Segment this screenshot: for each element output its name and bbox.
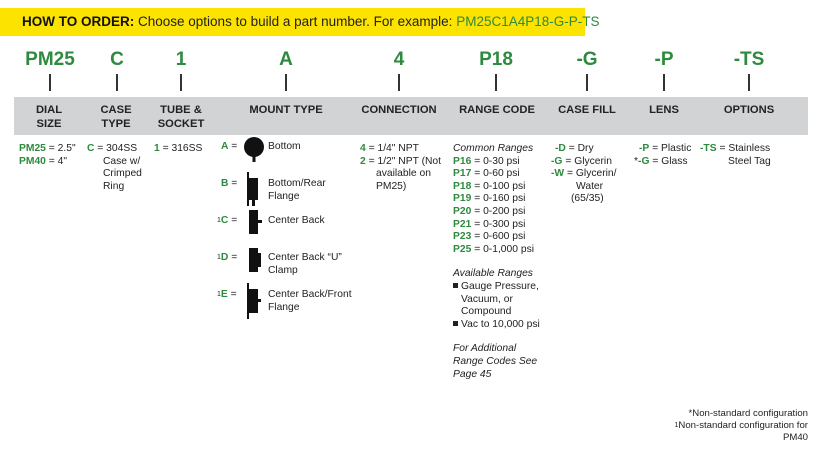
tick-mark bbox=[49, 74, 51, 91]
mount-label-a: Bottom bbox=[268, 141, 301, 152]
options-list: -TS = Stainless Steel Tag bbox=[700, 143, 771, 167]
mount-label-c: Center Back bbox=[268, 215, 325, 226]
case-fill-list: -D = Dry -G = Glycerin -W = Glycerin/ Water (65/35) bbox=[551, 143, 617, 205]
tick-mark bbox=[495, 74, 497, 91]
mount-code-c: $^1$C = bbox=[217, 215, 238, 226]
case-type-list: C = 304SS Case w/ Crimped Ring bbox=[87, 143, 142, 192]
connection-list: 4 = 1/4" NPT 2 = 1/2" NPT (Not available on PM25) bbox=[360, 143, 442, 192]
connection-item: 2 = 1/2" NPT (Not bbox=[360, 155, 442, 167]
code-options: -TS bbox=[733, 49, 765, 70]
available-ranges-title: Available Ranges bbox=[453, 268, 533, 280]
header-range-code: RANGE CODE bbox=[459, 104, 535, 116]
header-connection: CONNECTION bbox=[361, 104, 437, 116]
mount-label-b: Bottom/Rear Flange bbox=[268, 178, 326, 202]
tube-socket-list: 1 = 316SS bbox=[154, 143, 203, 154]
mount-label-d: Center Back “U” Clamp bbox=[268, 252, 342, 276]
range-item: P25 = 0-1,000 psi bbox=[453, 243, 535, 255]
range-item: P20 = 0-200 psi bbox=[453, 205, 526, 217]
range-item: P16 = 0-30 psi bbox=[453, 155, 520, 167]
mount-code-e: $^1$E = bbox=[217, 289, 237, 300]
bottom-rear-flange-icon bbox=[245, 172, 263, 206]
bottom-mount-icon bbox=[243, 136, 265, 162]
connection-item: 4 = 1/4" NPT bbox=[360, 143, 419, 154]
mount-code-d: $^1$D = bbox=[217, 252, 238, 263]
lens-item: -P = Plastic bbox=[639, 143, 692, 154]
range-item: P21 = 0-300 psi bbox=[453, 218, 526, 230]
bullet-icon bbox=[453, 283, 458, 288]
tick-mark bbox=[586, 74, 588, 91]
lens-list bbox=[634, 143, 691, 168]
tick-mark bbox=[398, 74, 400, 91]
code-tube-socket: 1 bbox=[175, 49, 187, 70]
center-back-u-clamp-icon bbox=[245, 244, 263, 276]
header-case-fill: CASE FILL bbox=[558, 104, 616, 116]
header-mount-type: MOUNT TYPE bbox=[249, 104, 323, 116]
code-dial-size: PM25 bbox=[25, 49, 75, 70]
banner-text: Choose options to build a part number. For example: bbox=[134, 14, 457, 29]
lens-item: *-G = Glass bbox=[634, 155, 688, 167]
center-back-icon bbox=[245, 206, 263, 238]
how-to-order-banner bbox=[0, 8, 600, 36]
tick-mark bbox=[116, 74, 118, 91]
range-item: P23 = 0-600 psi bbox=[453, 231, 526, 243]
mount-label-e: Center Back/Front Flange bbox=[268, 289, 352, 313]
header-dial-size: DIAL SIZE bbox=[35, 104, 63, 130]
footnote-non-standard: *Non-standard configuration bbox=[688, 408, 808, 419]
code-mount-type: A bbox=[279, 49, 293, 70]
range-item: P18 = 0-100 psi bbox=[453, 180, 526, 192]
header-lens: LENS bbox=[649, 104, 679, 116]
range-item: P19 = 0-160 psi bbox=[453, 193, 526, 205]
header-options: OPTIONS bbox=[723, 104, 775, 116]
banner-example: PM25C1A4P18-G-P-TS bbox=[456, 14, 600, 29]
dial-size-item: PM40 = 4" bbox=[19, 155, 68, 167]
range-code-list: Common Ranges P16 = 0-30 psi P17 = 0-60 psi P18 = 0-100 psi P19 = 0-160 psi P20 = 0-200 psi P21 = 0-300 psi P23 = 0-600 psi P25 = 0-1,000 psi Available Ranges Gauge Pressure, Vacuum, or Compound Vac to 10,000 psi For Additional Range Codes See Page 45 bbox=[453, 143, 540, 380]
header-tube-socket: TUBE & SOCKET bbox=[157, 104, 205, 130]
footnote-pm40: PM40 bbox=[782, 432, 808, 443]
code-lens: -P bbox=[654, 49, 674, 70]
dial-size-list bbox=[19, 143, 76, 168]
additional-ranges-note: For Additional Range Codes See Page 45 bbox=[453, 343, 538, 380]
case-fill-item: -D = Dry bbox=[555, 143, 594, 154]
center-back-front-flange-icon bbox=[245, 283, 263, 319]
banner-heading: HOW TO ORDER: bbox=[22, 14, 135, 29]
dial-size-item: PM25 = 2.5" bbox=[19, 143, 76, 154]
code-connection: 4 bbox=[393, 49, 405, 70]
mount-code-b: B = bbox=[221, 178, 238, 189]
code-case-fill: -G bbox=[576, 49, 598, 70]
tick-mark bbox=[748, 74, 750, 91]
tick-mark bbox=[285, 74, 287, 91]
mount-code-a: A = bbox=[221, 141, 238, 152]
range-item: P17 = 0-60 psi bbox=[453, 168, 520, 180]
case-fill-item: -W = Glycerin/ bbox=[551, 168, 617, 180]
common-ranges-title: Common Ranges bbox=[453, 143, 534, 154]
footnote-non-standard-pm40: $^1$Non-standard configuration for bbox=[674, 420, 808, 431]
code-range: P18 bbox=[479, 49, 513, 70]
case-fill-item: -G = Glycerin bbox=[551, 155, 612, 167]
code-case-type: C bbox=[110, 49, 124, 70]
header-case-type: CASE TYPE bbox=[100, 104, 132, 130]
tick-mark bbox=[663, 74, 665, 91]
bullet-icon bbox=[453, 321, 458, 326]
tick-mark bbox=[180, 74, 182, 91]
